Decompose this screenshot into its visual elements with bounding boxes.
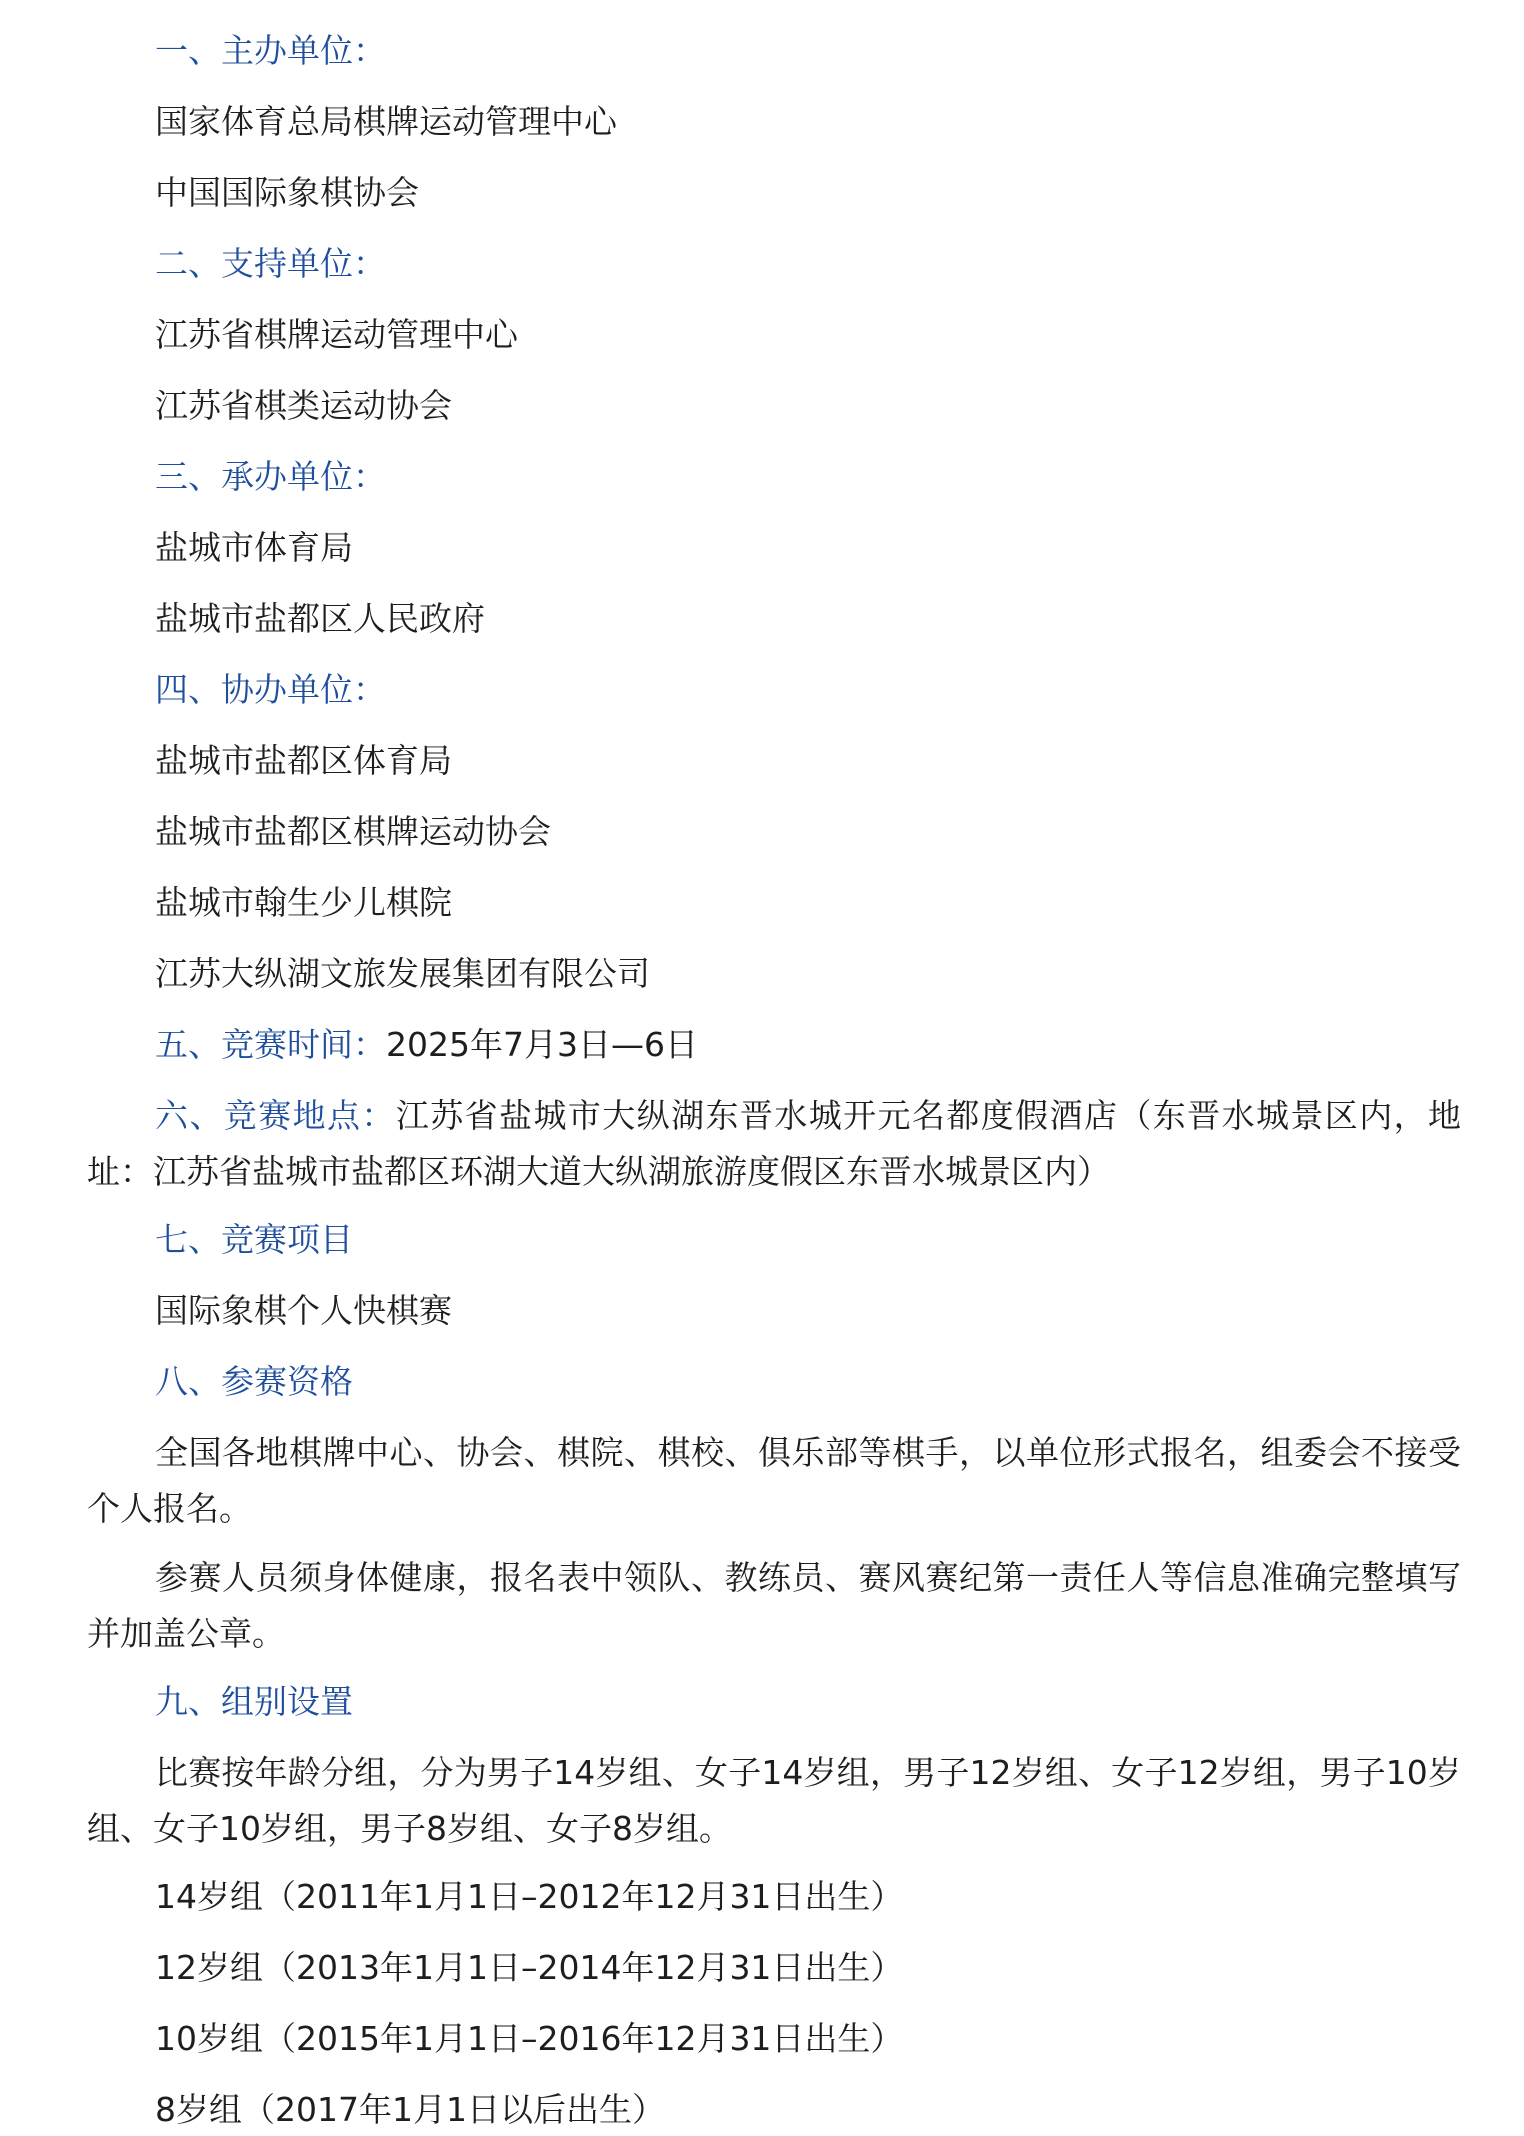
section-heading-groups: 九、组别设置 (155, 1682, 353, 1721)
groups-paragraph: 比赛按年龄分组，分为男子14岁组、女子14岁组，男子12岁组、女子12岁组，男子10岁组、女子10岁组，男子8岁组、女子8岁组。 (87, 1753, 1461, 1848)
group-item: 10岁组（2015年1月1日–2016年12月31日出生） (155, 2019, 904, 2058)
competition-venue (87, 1088, 1461, 1200)
section-heading-supporters: 二、支持单位： (155, 244, 386, 283)
group-item: 14岁组（2011年1月1日–2012年12月31日出生） (155, 1877, 904, 1916)
section-heading-hosts: 三、承办单位： (155, 457, 386, 496)
list-item: 中国国际象棋协会 (155, 173, 419, 212)
competition-time (155, 1025, 698, 1065)
list-item: 盐城市盐都区体育局 (155, 741, 452, 780)
list-item: 盐城市盐都区人民政府 (155, 599, 485, 638)
group-item: 12岁组（2013年1月1日–2014年12月31日出生） (155, 1948, 904, 1987)
list-item: 江苏省棋牌运动管理中心 (155, 315, 518, 354)
list-item: 国家体育总局棋牌运动管理中心 (155, 102, 617, 141)
list-item: 盐城市盐都区棋牌运动协会 (155, 812, 551, 851)
group-item: 8岁组（2017年1月1日以后出生） (155, 2090, 665, 2129)
section-heading-organizers: 一、主办单位： (155, 31, 386, 70)
competition-time-value: 2025年7月3日—6日 (386, 1025, 698, 1064)
section-heading-time: 五、竞赛时间： (155, 1025, 386, 1064)
list-item: 江苏大纵湖文旅发展集团有限公司 (155, 954, 650, 993)
eligibility-paragraph: 全国各地棋牌中心、协会、棋院、棋校、俱乐部等棋手，以单位形式报名，组委会不接受个人报名。 (87, 1433, 1461, 1528)
section-heading-eligibility: 八、参赛资格 (155, 1362, 353, 1401)
eligibility-paragraph: 参赛人员须身体健康，报名表中领队、教练员、赛风赛纪第一责任人等信息准确完整填写并加盖公章。 (87, 1558, 1461, 1653)
list-item: 国际象棋个人快棋赛 (155, 1291, 452, 1330)
list-item: 江苏省棋类运动协会 (155, 386, 452, 425)
section-heading-events: 七、竞赛项目 (155, 1220, 353, 1259)
competition-venue-value: 江苏省盐城市大纵湖东晋水城开元名都度假酒店（东晋水城景区内，地址：江苏省盐城市盐都区环湖大道大纵湖旅游度假区东晋水城景区内） (87, 1096, 1462, 1191)
list-item: 盐城市翰生少儿棋院 (155, 883, 452, 922)
list-item: 盐城市体育局 (155, 528, 353, 567)
section-heading-co-organizers: 四、协办单位： (155, 670, 386, 709)
section-heading-venue: 六、竞赛地点： (155, 1096, 396, 1135)
